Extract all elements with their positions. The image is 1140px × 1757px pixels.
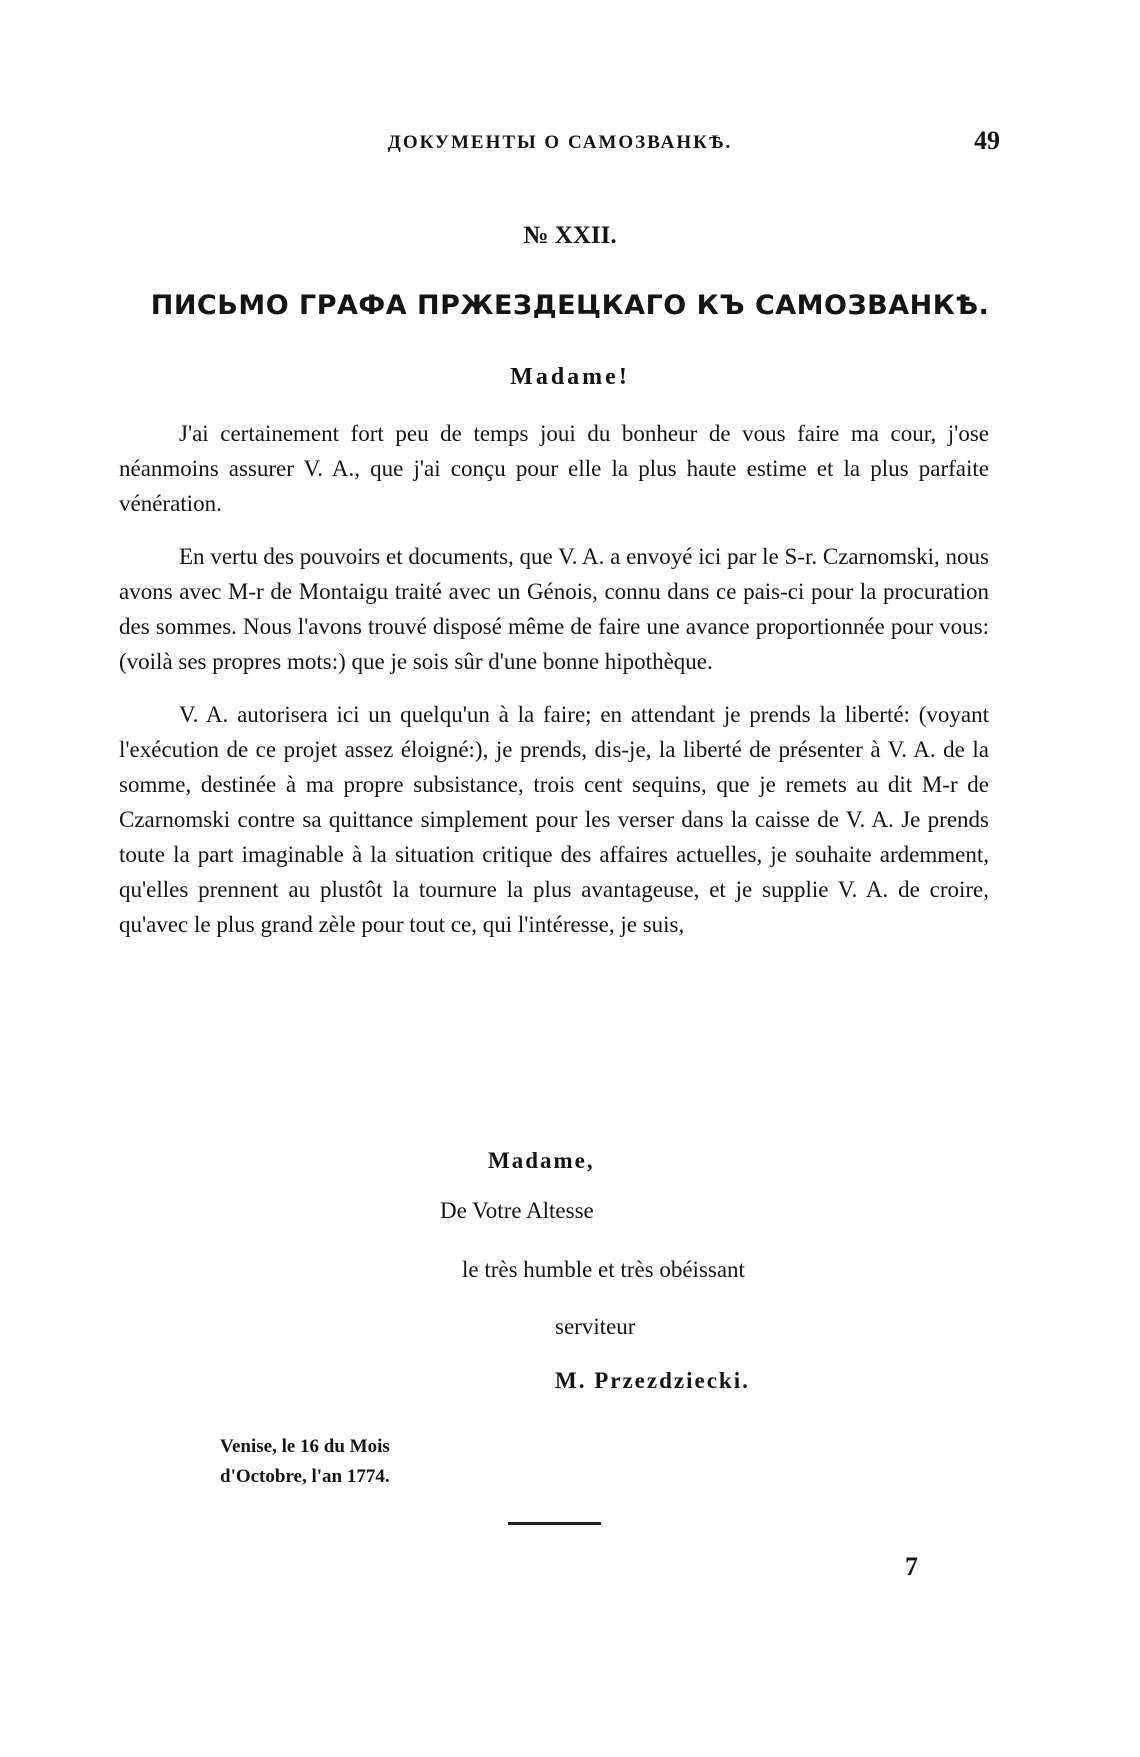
document-title: ПИСЬМО ГРАФА ПРЖЕЗДЕЦКАГО КЪ САМОЗВАНКѢ. xyxy=(150,290,990,321)
section-divider xyxy=(508,1522,601,1525)
closing-address: Madame, xyxy=(488,1148,595,1173)
running-title: ДОКУМЕНТЫ О САМОЗВАНКѢ. xyxy=(387,132,733,153)
place-date-line: d'Octobre, l'an 1774. xyxy=(220,1466,390,1487)
closing-line: serviteur xyxy=(555,1314,636,1339)
paragraph: V. A. autorisera ici un quelqu'un à la faire; en attendant je prends la liberté: (voyant l'exécution de ce projet assez éloigné:), je prends, dis-je, la liberté de présenter à V. A. de la somme, destinée à ma propre subsistance, trois cent sequins, que je remets au dit M-r de Czarnomski contre sa quittance simplement pour les verser dans la caisse de V. A. Je prends toute la part imaginable à la situation critique des affaires actuelles, je souhaite ardemment, qu'elles prennent au plustôt la tournure la plus avantageuse, et je supplie V. A. de croire, qu'avec le plus grand zèle pour tout ce, qui l'intéresse, je suis, xyxy=(119,702,989,937)
signature: M. Przezdziecki. xyxy=(555,1368,750,1393)
sheet-number: 7 xyxy=(905,1552,918,1581)
running-header xyxy=(120,126,1000,172)
closing-line: De Votre Altesse xyxy=(440,1198,594,1223)
closing-line: le très humble et très obéissant xyxy=(462,1257,745,1282)
paragraph: En vertu des pouvoirs et documents, que V. A. a envoyé ici par le S-r. Czarnomski, nous avons avec M-r de Montaigu traité avec un Génois, connu dans ce pais-ci pour la procuration des sommes. Nous l'avons trouvé disposé même de faire une avance proportionnée pour vous: (voilà ses propres mots:) que je sois sûr d'une bonne hipothèque. xyxy=(119,544,989,674)
page-number: 49 xyxy=(974,126,1000,155)
place-date-line: Venise, le 16 du Mois xyxy=(220,1436,390,1457)
document-number: № XXII. xyxy=(523,222,617,249)
letter-body xyxy=(119,416,989,960)
place-date xyxy=(220,1432,390,1492)
paragraph: J'ai certainement fort peu de temps joui du bonheur de vous faire ma cour, j'ose néanmoins assurer V. A., que j'ai conçu pour elle la plus haute estime et la plus parfaite vénération. xyxy=(119,421,989,516)
letter-salutation: Madame! xyxy=(510,364,630,390)
